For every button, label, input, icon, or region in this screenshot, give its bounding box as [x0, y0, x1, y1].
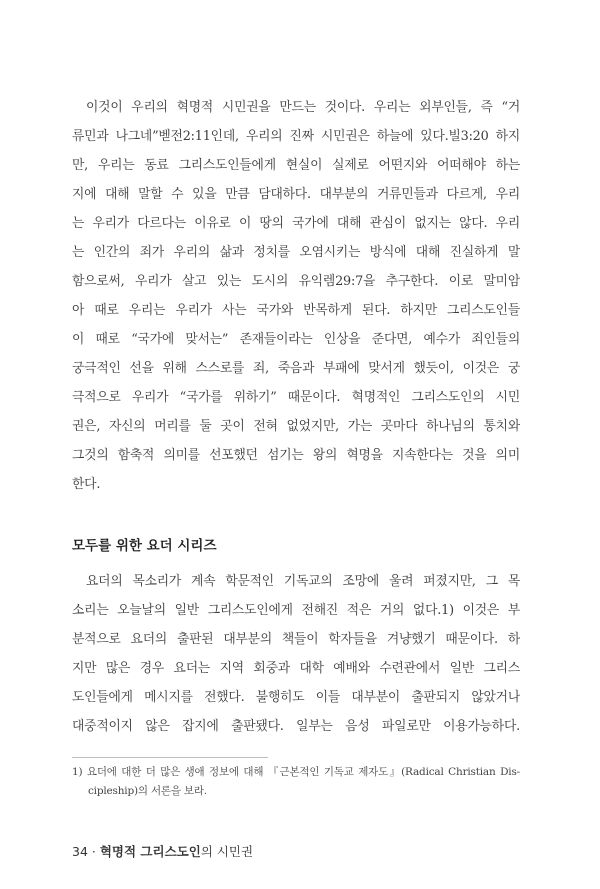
- book-title-bold: 혁명적 그리스도인: [99, 844, 201, 859]
- text-line: 도인들에게 메시지를 전했다. 불행히도 이들 대부분이 출판되지 않았거나: [72, 690, 520, 705]
- text-line: 대중적이지 않은 잡지에 출판됐다. 일부는 음성 파일로만 이용가능하다.: [72, 719, 520, 734]
- text-line: 그것의 함축적 의미를 선포했던 섬기는 왕의 혁명을 지속한다는 것을 의미: [72, 448, 520, 463]
- text-line: 소리는 오늘날의 일반 그리스도인에게 전해진 적은 거의 없다.1) 이것은 부: [72, 603, 520, 618]
- footnote-line: 1) 요더에 대한 더 많은 생애 정보에 대해 『근본적인 기독교 제자도』(Radical Christian Dis-: [72, 766, 520, 778]
- text-line: 궁극적인 선을 위해 스스로를 죄, 죽음과 부패에 맞서게 했듯이, 이것은 궁: [72, 361, 520, 376]
- text-line: 극적으로 우리가 “국가를 위하기” 때문이다. 혁명적인 그리스도인의 시민: [72, 390, 520, 405]
- text-line: 만, 우리는 동료 그리스도인들에게 현실이 실제로 어떤지와 어떠해야 하는: [72, 158, 520, 173]
- footnote-line: cipleship)의 서론을 보라.: [88, 785, 207, 797]
- text-line: 아 때로 우리는 우리가 사는 국가와 반목하게 된다. 하지만 그리스도인들: [72, 303, 520, 318]
- text-line: 류민과 나그네”벧전2:11인데, 우리의 진짜 시민권은 하늘에 있다.빌3:20 하지: [72, 129, 520, 144]
- paragraph-1: [72, 93, 520, 499]
- text-line: 지만 많은 경우 요더는 지역 회중과 대학 예배와 수련관에서 일반 그리스: [72, 661, 520, 676]
- text-line: 권은, 자신의 머리를 둘 곳이 전혀 없었지만, 가는 곳마다 하나님의 통치와: [72, 419, 520, 434]
- paragraph-2: [72, 567, 520, 741]
- footnote-divider: [72, 757, 268, 758]
- text-line: 는 우리가 다르다는 이유로 이 땅의 국가에 대해 관심이 없지는 않다. 우리: [72, 216, 520, 231]
- text-line: 함으로써, 우리가 살고 있는 도시의 유익렘29:7을 추구한다. 이로 말미암: [72, 274, 520, 289]
- page-footer: [72, 842, 253, 860]
- book-title-rest: 의 시민권: [200, 844, 254, 859]
- folio-separator: ·: [91, 844, 96, 859]
- text-line: 이 때로 “국가에 맞서는” 존재들이라는 인상을 준다면, 예수가 죄인들의: [72, 332, 520, 347]
- text-line: 지에 대해 말할 수 있을 만큼 담대하다. 대부분의 거류민들과 다르게, 우리: [72, 187, 520, 202]
- text-line: 분적으로 요더의 출판된 대부분의 책들이 학자들을 겨냥했기 때문이다. 하: [72, 632, 520, 647]
- footnote: [72, 763, 520, 801]
- section-heading: 모두를 위한 요더 시리즈: [72, 538, 217, 554]
- text-line: 는 인간의 죄가 우리의 삶과 정치를 오염시키는 방식에 대해 진실하게 말: [72, 245, 520, 260]
- text-line: 한다.: [72, 477, 101, 492]
- text-line: 요더의 목소리가 계속 학문적인 기독교의 조망에 울려 퍼졌지만, 그 목: [86, 574, 520, 589]
- page-number: 34: [72, 844, 88, 859]
- text-line: 이것이 우리의 혁명적 시민권을 만드는 것이다. 우리는 외부인들, 즉 “거: [86, 100, 520, 115]
